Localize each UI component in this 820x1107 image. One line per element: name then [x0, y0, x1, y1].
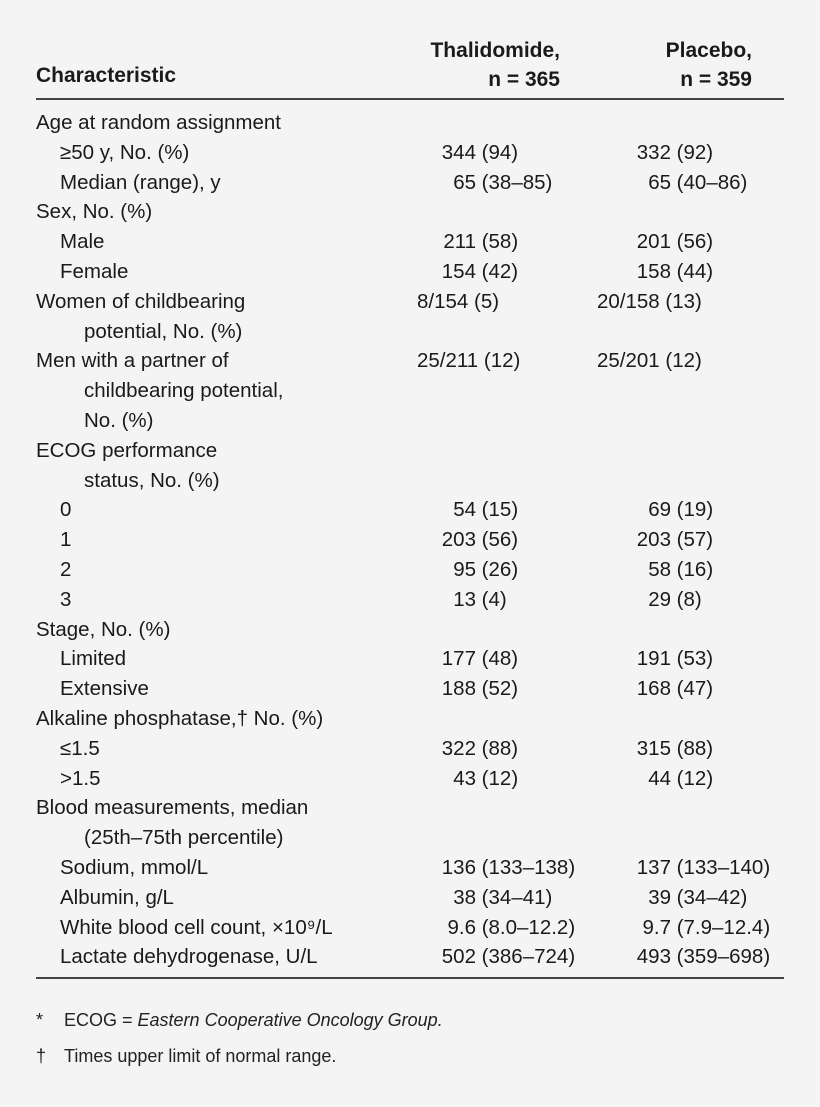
table-row — [36, 406, 784, 436]
table-row — [36, 704, 784, 734]
placebo-value: 58 (16) — [648, 557, 714, 581]
header-placebo-n: n = 359 — [680, 68, 752, 91]
footnote — [36, 1041, 443, 1077]
row-label: Albumin, g/L — [60, 885, 174, 909]
header-rule — [36, 98, 784, 100]
row-label: Blood measurements, median — [36, 796, 309, 820]
placebo-value: 20/158 (13) — [597, 289, 702, 313]
table-row — [36, 674, 784, 704]
placebo-value: 203 (57) — [636, 528, 714, 552]
table-row — [36, 942, 784, 972]
row-label: Sodium, mmol/L — [60, 855, 209, 879]
placebo-value: 158 (44) — [636, 259, 714, 283]
header-thalidomide-name: Thalidomide, — [430, 39, 560, 62]
placebo-value: 29 (8) — [648, 587, 702, 611]
row-label: Lactate dehydrogenase, U/L — [60, 945, 318, 969]
row-label: 0 — [60, 498, 72, 522]
row-label: Age at random assignment — [36, 111, 281, 134]
table-row — [36, 585, 784, 615]
row-label: 1 — [60, 528, 72, 552]
row-label: Sex, No. (%) — [36, 200, 153, 224]
thalidomide-value: 38 (34–41) — [453, 885, 553, 909]
table-row — [36, 644, 784, 674]
placebo-value: 9.7 (7.9–12.4) — [642, 915, 771, 939]
table-row — [36, 823, 784, 853]
header-placebo — [666, 36, 752, 94]
placebo-value: 39 (34–42) — [648, 885, 748, 909]
row-label: Median (range), y — [60, 170, 221, 194]
thalidomide-value: 203 (56) — [441, 528, 519, 552]
placebo-value: 69 (19) — [648, 498, 714, 522]
table-row — [36, 346, 784, 376]
table-row — [36, 376, 784, 406]
placebo-value: 25/201 (12) — [597, 349, 702, 373]
table-row — [36, 168, 784, 198]
table-header — [36, 36, 784, 98]
table-body — [36, 108, 784, 972]
thalidomide-value: 9.6 (8.0–12.2) — [447, 915, 576, 939]
table-row — [36, 257, 784, 287]
thalidomide-value: 13 (4) — [453, 587, 507, 611]
thalidomide-value: 25/211 (12) — [417, 349, 521, 373]
thalidomide-value: 95 (26) — [453, 557, 519, 581]
header-thalidomide — [430, 36, 560, 94]
thalidomide-value: 322 (88) — [441, 736, 519, 760]
table-row — [36, 913, 784, 943]
row-label: Female — [60, 259, 129, 283]
footnote-symbol: * — [36, 1010, 44, 1030]
thalidomide-value: 65 (38–85) — [453, 170, 553, 194]
thalidomide-value: 8/154 (5) — [417, 289, 500, 313]
footnote-symbol: † — [36, 1046, 47, 1066]
table-row — [36, 615, 784, 645]
placebo-value: 191 (53) — [636, 647, 714, 671]
table-row — [36, 108, 784, 138]
footnote-text: ECOG = — [64, 1010, 138, 1030]
table-row — [36, 495, 784, 525]
thalidomide-value: 54 (15) — [453, 498, 519, 522]
row-label: childbearing potential, — [84, 379, 284, 403]
footnote-text: Times upper limit of normal range. — [64, 1046, 337, 1066]
footnotes — [36, 1005, 443, 1077]
table-row — [36, 466, 784, 496]
row-label: White blood cell count, ×10⁹/L — [60, 915, 333, 939]
table-row — [36, 227, 784, 257]
row-label: >1.5 — [60, 766, 101, 790]
row-label: Women of childbearing — [36, 289, 246, 313]
placebo-value: 332 (92) — [636, 140, 714, 164]
placebo-value: 44 (12) — [648, 766, 714, 790]
row-label: Men with a partner of — [36, 349, 229, 373]
footnote-italic-text: Eastern Cooperative Oncology Group. — [137, 1010, 443, 1030]
table-row — [36, 287, 784, 317]
table-row — [36, 555, 784, 585]
thalidomide-value: 502 (386–724) — [441, 945, 576, 969]
table-row — [36, 853, 784, 883]
row-label: ≥50 y, No. (%) — [60, 140, 190, 164]
thalidomide-value: 211 (58) — [443, 230, 519, 254]
header-thalidomide-n: n = 365 — [488, 68, 560, 91]
row-label: 3 — [60, 587, 72, 611]
row-label: ECOG performance — [36, 438, 218, 462]
table-row — [36, 436, 784, 466]
row-label: potential, No. (%) — [84, 319, 243, 343]
placebo-value: 168 (47) — [636, 677, 714, 701]
row-label: Alkaline phosphatase,† No. (%) — [36, 706, 324, 730]
placebo-value: 201 (56) — [636, 230, 714, 254]
row-label: Limited — [60, 647, 127, 671]
footnote — [36, 1005, 443, 1041]
row-label: Stage, No. (%) — [36, 617, 171, 641]
table-row — [36, 793, 784, 823]
row-label: ≤1.5 — [60, 736, 100, 760]
table-row — [36, 197, 784, 227]
table-row — [36, 734, 784, 764]
row-label: Extensive — [60, 677, 149, 701]
placebo-value: 315 (88) — [636, 736, 714, 760]
placebo-value: 137 (133–140) — [636, 855, 771, 879]
table-row — [36, 138, 784, 168]
table-row — [36, 317, 784, 347]
row-label: 2 — [60, 557, 72, 581]
table-row — [36, 525, 784, 555]
thalidomide-value: 177 (48) — [441, 647, 519, 671]
thalidomide-value: 43 (12) — [453, 766, 519, 790]
table-row — [36, 883, 784, 913]
table-row — [36, 764, 784, 794]
header-placebo-name: Placebo, — [665, 39, 752, 62]
placebo-value: 493 (359–698) — [636, 945, 771, 969]
thalidomide-value: 188 (52) — [441, 677, 519, 701]
row-label: Male — [60, 230, 105, 254]
row-label: (25th–75th percentile) — [84, 826, 284, 850]
bottom-rule — [36, 977, 784, 979]
thalidomide-value: 154 (42) — [441, 259, 519, 283]
placebo-value: 65 (40–86) — [648, 170, 748, 194]
thalidomide-value: 344 (94) — [441, 140, 519, 164]
header-characteristic: Characteristic — [36, 64, 177, 87]
row-label: status, No. (%) — [84, 468, 220, 492]
thalidomide-value: 136 (133–138) — [441, 855, 576, 879]
row-label: No. (%) — [84, 408, 154, 432]
